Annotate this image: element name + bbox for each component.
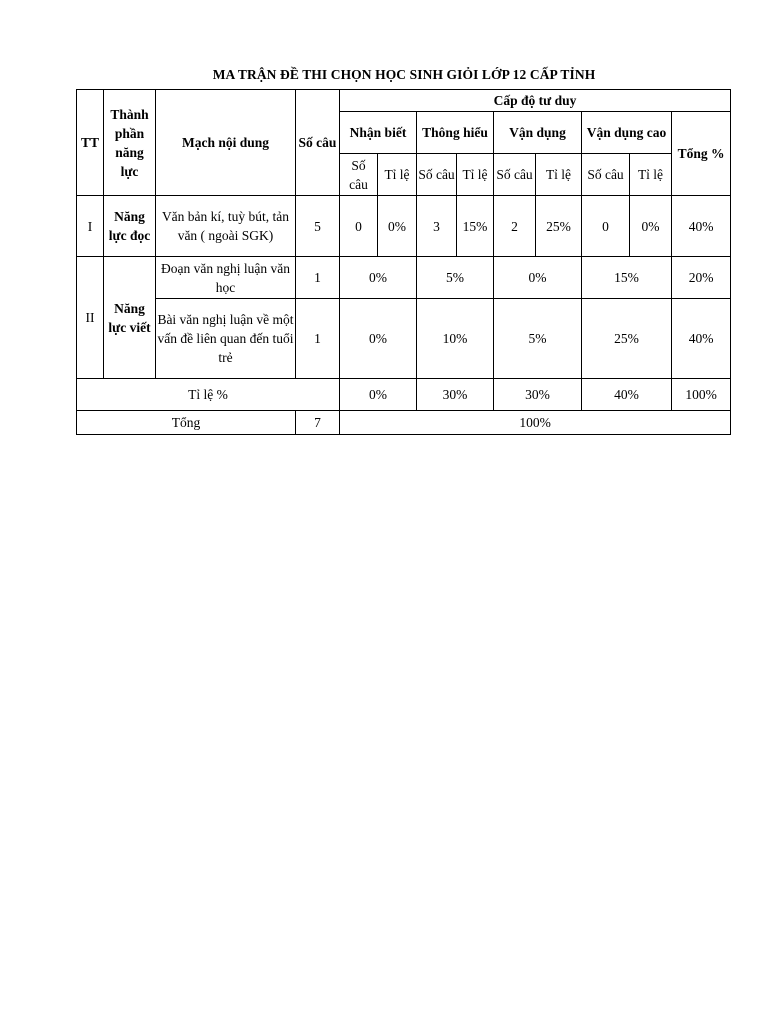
table-row: [77, 299, 731, 379]
row2-vdc: 15%: [582, 257, 672, 299]
row2-nb: 0%: [340, 257, 417, 299]
row1-nb-cau: 0: [340, 196, 378, 257]
sub-so-cau-vd: Số câu: [494, 154, 536, 196]
sub-ti-le-vdc: Tỉ lệ: [630, 154, 672, 196]
row2-so-cau: 1: [296, 257, 340, 299]
row1-noi-dung: Văn bản kí, tuỳ bút, tản văn ( ngoài SGK): [156, 196, 296, 257]
row3-nb: 0%: [340, 299, 417, 379]
row2-tt: II: [77, 257, 104, 379]
tong-value: 100%: [340, 411, 731, 435]
sub-ti-le-vd: Tỉ lệ: [536, 154, 582, 196]
row1-vd-tl: 25%: [536, 196, 582, 257]
row1-nb-tl: 0%: [378, 196, 417, 257]
header-thanh-phan: Thành phần năng lực: [104, 90, 156, 196]
header-van-dung: Vận dụng: [494, 112, 582, 154]
header-thong-hieu: Thông hiểu: [417, 112, 494, 154]
sub-so-cau-th: Số câu: [417, 154, 457, 196]
row2-noi-dung: Đoạn văn nghị luận văn học: [156, 257, 296, 299]
ti-le-label: Tỉ lệ %: [77, 379, 340, 411]
row3-tong: 40%: [672, 299, 731, 379]
ti-le-nb: 0%: [340, 379, 417, 411]
row1-tt: I: [77, 196, 104, 257]
sub-ti-le-th: Tỉ lệ: [457, 154, 494, 196]
row2-th: 5%: [417, 257, 494, 299]
table-row: [77, 196, 731, 257]
sub-ti-le-nb: Tỉ lệ: [378, 154, 417, 196]
header-van-dung-cao: Vận dụng cao: [582, 112, 672, 154]
ti-le-vd: 30%: [494, 379, 582, 411]
row1-th-tl: 15%: [457, 196, 494, 257]
row1-vdc-tl: 0%: [630, 196, 672, 257]
row3-vdc: 25%: [582, 299, 672, 379]
table-row: [77, 379, 731, 411]
table-row: [77, 257, 731, 299]
sub-so-cau-nb: Số câu: [340, 154, 378, 196]
row1-nang-luc: Năng lực đọc: [104, 196, 156, 257]
header-tong-pct: Tổng %: [672, 112, 731, 196]
header-cap-do: Cấp độ tư duy: [340, 90, 731, 112]
row3-noi-dung: Bài văn nghị luận về một vấn đề liên quan đến tuổi trẻ: [156, 299, 296, 379]
row3-th: 10%: [417, 299, 494, 379]
ti-le-vdc: 40%: [582, 379, 672, 411]
ti-le-th: 30%: [417, 379, 494, 411]
table-row: [77, 411, 731, 435]
tong-so-cau: 7: [296, 411, 340, 435]
row2-vd: 0%: [494, 257, 582, 299]
row1-so-cau: 5: [296, 196, 340, 257]
row3-vd: 5%: [494, 299, 582, 379]
header-tt: TT: [77, 90, 104, 196]
header-nhan-biet: Nhận biết: [340, 112, 417, 154]
header-mach-noi-dung: Mạch nội dung: [156, 90, 296, 196]
matrix-table: [76, 89, 731, 435]
sub-so-cau-vdc: Số câu: [582, 154, 630, 196]
row2-tong: 20%: [672, 257, 731, 299]
row1-vd-cau: 2: [494, 196, 536, 257]
page-title: MA TRẬN ĐỀ THI CHỌN HỌC SINH GIỎI LỚP 12 CẤP TỈNH: [212, 67, 596, 82]
row2-nang-luc: Năng lực viết: [104, 257, 156, 379]
row3-so-cau: 1: [296, 299, 340, 379]
ti-le-tong: 100%: [672, 379, 731, 411]
row1-th-cau: 3: [417, 196, 457, 257]
header-so-cau: Số câu: [296, 90, 340, 196]
tong-label: Tổng: [77, 411, 296, 435]
row1-vdc-cau: 0: [582, 196, 630, 257]
row1-tong: 40%: [672, 196, 731, 257]
